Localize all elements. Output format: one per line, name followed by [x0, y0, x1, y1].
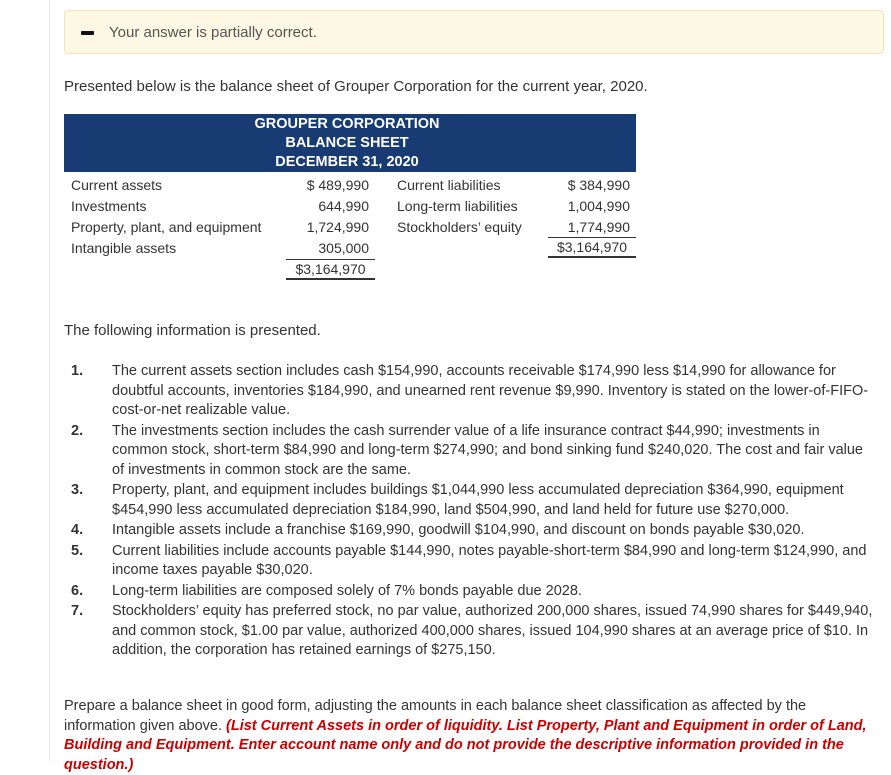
list-item: 1. The current assets section includes cash $154,990, accounts receivable $174,990 less $14,990 for allowance for doubtful accounts, inventories $184,990, and unearned rent revenue $9,990. Inventory is stated on the lower-of-FIFO-cost-or-net realizable value.: [71, 363, 869, 418]
minus-icon: [81, 31, 94, 35]
statement-name: BALANCE SHEET: [285, 134, 409, 151]
feedback-message: Your answer is partially correct.: [109, 24, 317, 41]
asset-amount: 644,990: [318, 198, 369, 214]
list-item: 2. The investments section includes the cash surrender value of a life insurance contract $44,990; investments in common stock, short-term $84,990 and long-term $274,990; and bond sinking fund $240,020. The cost and fair value of investments in common stock are the same.: [71, 422, 863, 478]
asset-label: Property, plant, and equipment: [71, 219, 262, 235]
statement-date: DECEMBER 31, 2020: [275, 153, 419, 170]
liability-amount: 1,004,990: [567, 198, 630, 214]
list-item: 6. Long-term liabilities are composed solely of 7% bonds payable due 2028.: [71, 582, 582, 599]
balance-sheet: [64, 114, 636, 277]
prepare-text: Prepare a balance sheet in good form, adjusting the amounts in each balance sheet classification as affected by the information given above.: [64, 698, 807, 734]
list-item: 5. Current liabilities include accounts payable $144,990, notes payable-short-term $84,990 and long-term $124,990, and income taxes payable $30,020.: [71, 542, 867, 578]
feedback-alert: [64, 10, 884, 54]
info-label: The following information is presented.: [64, 322, 321, 339]
prepare-instruction: (List Current Assets in order of liquidity. List Property, Plant and Equipment in order of Land, Building and Equipment. Enter account name only and do not provide the descriptive information provided in the question.): [64, 717, 867, 773]
asset-label: Intangible assets: [71, 240, 177, 256]
left-border: [49, 0, 50, 761]
balance-sheet-header: [64, 114, 636, 172]
liability-label: Long-term liabilities: [397, 198, 518, 214]
asset-label: Investments: [71, 198, 147, 214]
asset-label: Current assets: [71, 177, 163, 193]
liability-amount: $ 384,990: [567, 177, 630, 193]
liabilities-total: $3,164,970: [548, 237, 636, 258]
list-item: 3. Property, plant, and equipment includes buildings $1,044,990 less accumulated depreciation $364,990, equipment $454,990 less accumulated depreciation $184,990, land $504,990, and land held for future use $270,000.: [71, 482, 844, 518]
liability-label: Stockholders’ equity: [397, 219, 522, 235]
list-item: 4. Intangible assets include a franchise $169,990, goodwill $104,990, and discount on bonds payable $30,020.: [71, 522, 805, 538]
assets-total: $3,164,970: [286, 259, 375, 280]
info-list: [64, 362, 879, 662]
company-name: GROUPER CORPORATION: [254, 115, 440, 132]
liability-amount: 1,774,990: [567, 219, 630, 235]
prepare-instructions: [64, 697, 879, 775]
asset-amount: $ 489,990: [306, 177, 369, 193]
list-item: 7. Stockholders’ equity has preferred stock, no par value, authorized 200,000 shares, issued 74,990 shares for $449,940, and common stock, $1.00 par value, authorized 400,000 shares, issued 104,990 shares at an average price of $10. In addition, the corporation has retained earnings of $275,150.: [71, 603, 873, 658]
intro-text: Presented below is the balance sheet of Grouper Corporation for the current year, 2020.: [64, 78, 648, 95]
liability-label: Current liabilities: [397, 177, 501, 193]
asset-amount: 305,000: [318, 240, 369, 256]
asset-amount: 1,724,990: [306, 219, 369, 235]
